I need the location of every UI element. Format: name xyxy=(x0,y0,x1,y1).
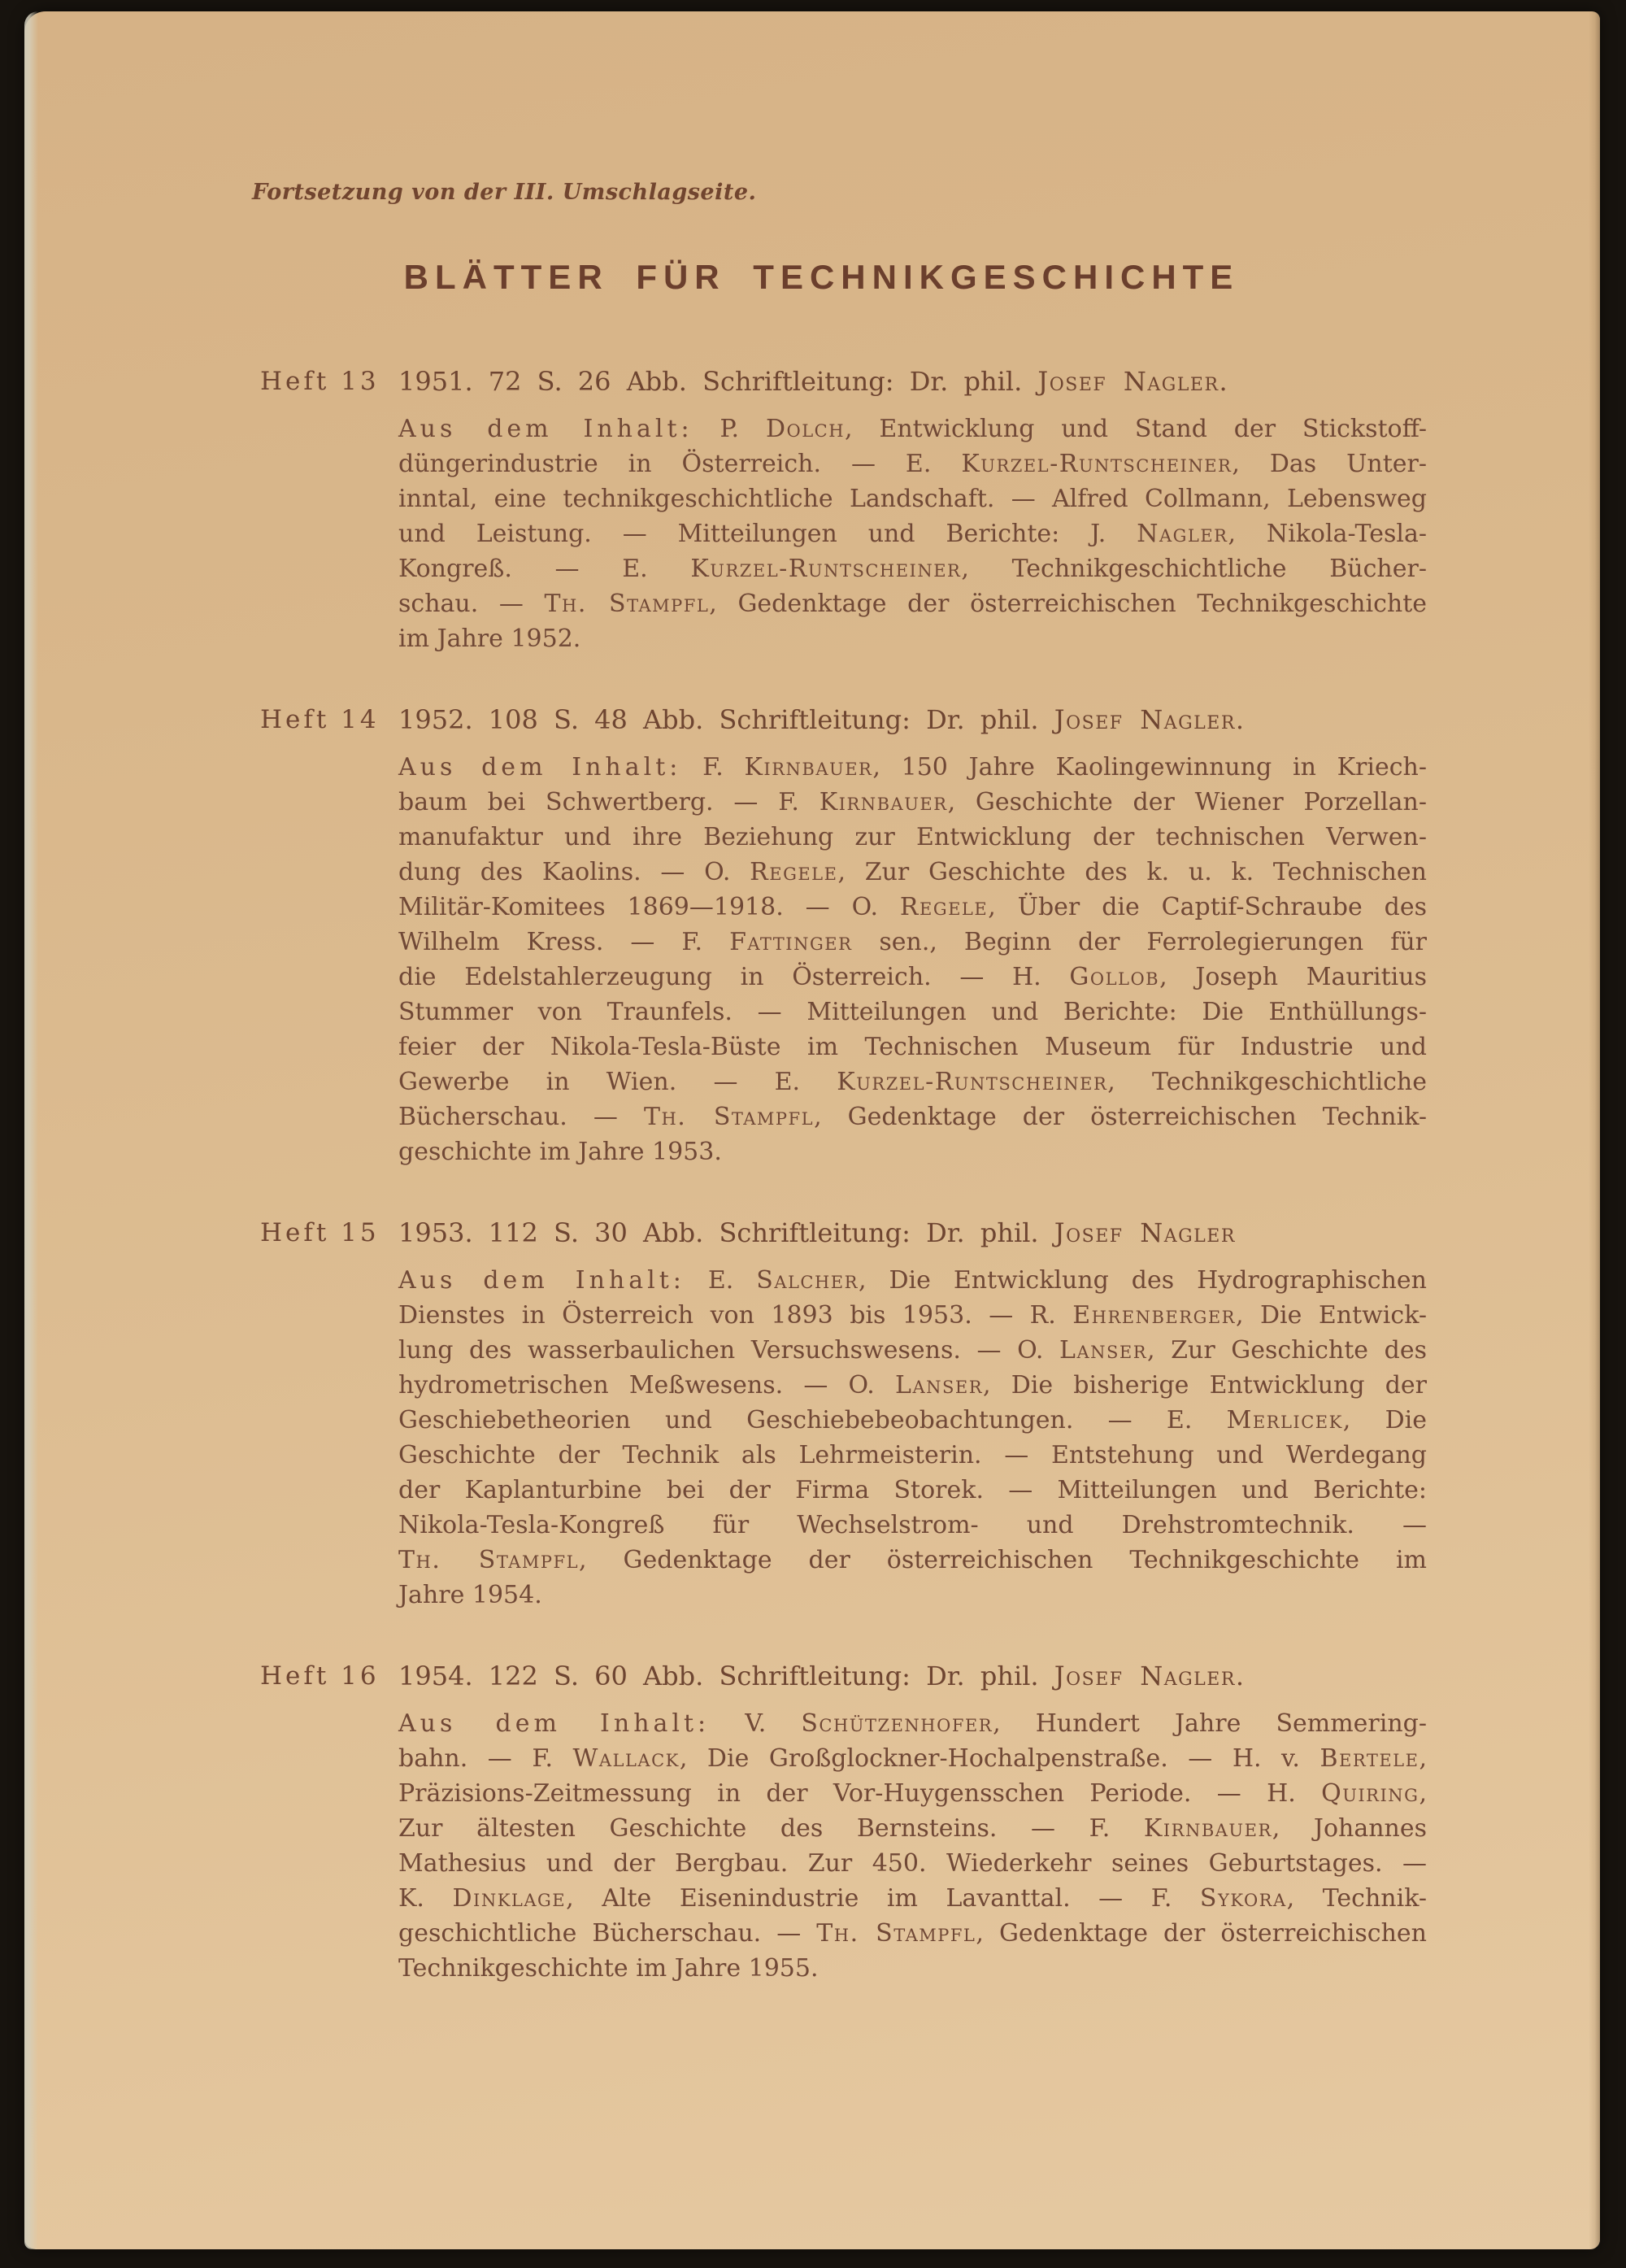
text-segment: , Zur Geschichte des xyxy=(1147,1336,1427,1365)
body-line xyxy=(398,1951,1427,1986)
text-segment: Schützenhofer xyxy=(801,1709,993,1738)
body-line xyxy=(398,1099,1427,1134)
text-segment: bahn. — F. xyxy=(398,1744,573,1773)
body-line xyxy=(398,1916,1427,1951)
text-segment: lung des wasserbaulichen Versuchswesens. — O. xyxy=(398,1336,1060,1365)
heft-column xyxy=(398,1658,1427,1986)
text-segment: 1951. 72 S. 26 Abb. Schriftleitung: Dr. phil. xyxy=(398,366,1038,397)
text-segment: , Hundert Jahre Semmering- xyxy=(993,1709,1428,1738)
text-segment: . xyxy=(1219,366,1228,397)
body-line xyxy=(398,1881,1427,1916)
text-segment: sen., Beginn der Ferrolegierungen für xyxy=(852,928,1427,956)
heft-heading xyxy=(398,1658,1427,1694)
body-line xyxy=(398,551,1427,586)
text-segment: Kirnbauer xyxy=(819,788,948,816)
heft-entry xyxy=(252,702,1427,1169)
body-line xyxy=(398,481,1427,516)
text-segment: Aus dem Inhalt: xyxy=(398,1266,685,1295)
heft-label: Heft 15 xyxy=(260,1218,380,1247)
text-segment: , Alte Eisenindustrie im Lavanttal. — F. xyxy=(566,1884,1200,1913)
heft-heading xyxy=(398,702,1427,738)
heft-body xyxy=(398,1263,1427,1613)
text-segment: Josef Nagler xyxy=(1054,704,1236,735)
text-segment: Wilhelm Kress. — F. xyxy=(398,928,730,956)
text-segment: Th. Stampfl xyxy=(398,1546,580,1574)
text-segment: , Gedenktage der österreichischen Technik- xyxy=(814,1103,1427,1131)
text-segment: Dienstes in Österreich von 1893 bis 1953. — R. xyxy=(398,1301,1073,1330)
body-line xyxy=(398,1298,1427,1333)
text-segment: , Die bisherige Entwicklung der xyxy=(983,1371,1428,1400)
body-line xyxy=(398,1263,1427,1298)
body-line xyxy=(398,1706,1427,1741)
text-segment: 1953. 112 S. 30 Abb. Schriftleitung: Dr. phil. xyxy=(398,1217,1054,1248)
body-line xyxy=(398,855,1427,890)
text-segment: , Gedenktage der österreichischen Technikgeschichte im xyxy=(579,1546,1427,1574)
body-line xyxy=(398,621,1427,656)
text-segment: E. xyxy=(685,1266,757,1295)
text-segment: Bücherschau. — xyxy=(398,1103,644,1131)
text-segment: , 150 Jahre Kaolingewinnung in Kriech- xyxy=(872,753,1427,781)
text-segment: Zur ältesten Geschichte des Bernsteins. — F. xyxy=(398,1814,1144,1843)
heft-body xyxy=(398,1706,1427,1986)
text-segment: hydrometrischen Meßwesens. — O. xyxy=(398,1371,896,1400)
scanned-page xyxy=(24,11,1600,2249)
text-segment: Kurzel-Runtscheiner xyxy=(837,1068,1108,1096)
text-segment: , Joseph Mauritius xyxy=(1159,963,1427,991)
heft-entry xyxy=(252,1215,1427,1613)
text-segment: , Gedenktage der österreichischen xyxy=(976,1919,1427,1948)
text-segment: Ehrenberger xyxy=(1072,1301,1236,1330)
text-segment: manufaktur und ihre Beziehung zur Entwicklung der technischen Verwen- xyxy=(398,823,1427,851)
text-segment: Merlicek xyxy=(1226,1406,1343,1434)
text-segment: K. xyxy=(398,1884,453,1913)
text-segment: dung des Kaolins. — O. xyxy=(398,858,750,886)
text-segment: Bertele xyxy=(1319,1744,1419,1773)
text-segment: P. xyxy=(693,415,766,443)
text-segment: der Kaplanturbine bei der Firma Storek. — Mitteilungen und Berichte: xyxy=(398,1476,1427,1504)
body-line xyxy=(398,1543,1427,1578)
body-line xyxy=(398,586,1427,621)
text-segment: Kirnbauer xyxy=(1143,1814,1272,1843)
text-segment: , Technikgeschichtliche xyxy=(1107,1068,1427,1096)
body-line xyxy=(398,960,1427,995)
text-segment: Lanser xyxy=(1059,1336,1148,1365)
text-segment: V. xyxy=(710,1709,802,1738)
text-segment: , Geschichte der Wiener Porzellan- xyxy=(947,788,1427,816)
heft-body xyxy=(398,411,1427,656)
heft-entry xyxy=(252,363,1427,656)
heft-label: Heft 13 xyxy=(260,367,380,396)
text-segment: , Gedenktage der österreichischen Technikgeschichte xyxy=(709,590,1428,618)
text-segment: , Über die Captif-Schraube des xyxy=(988,893,1427,921)
body-line xyxy=(398,1811,1427,1846)
heft-label: Heft 14 xyxy=(260,705,380,734)
text-segment: Geschichte der Technik als Lehrmeisterin. — Entstehung und Werdegang xyxy=(398,1441,1427,1469)
text-segment: Wallack xyxy=(572,1744,680,1773)
text-segment: Aus dem Inhalt: xyxy=(398,415,693,443)
heft-column xyxy=(398,1215,1427,1613)
text-segment: . xyxy=(1235,704,1245,735)
text-segment: 1952. 108 S. 48 Abb. Schriftleitung: Dr. phil. xyxy=(398,704,1054,735)
text-segment: im Jahre 1952. xyxy=(398,625,581,653)
text-segment: Dinklage xyxy=(452,1884,567,1913)
text-segment: Kurzel-Runtscheiner xyxy=(961,450,1233,478)
text-segment: Th. Stampfl xyxy=(643,1103,815,1131)
text-segment: Mathesius und der Bergbau. Zur 450. Wiederkehr seines Geburtstages. — xyxy=(398,1849,1427,1878)
body-line xyxy=(398,1846,1427,1881)
heft-label: Heft 16 xyxy=(260,1661,380,1691)
page-title: BLÄTTER FÜR TECHNIKGESCHICHTE xyxy=(403,258,1240,296)
body-line xyxy=(398,411,1427,446)
heft-entry xyxy=(252,1658,1427,1986)
text-segment: Aus dem Inhalt: xyxy=(398,1709,711,1738)
text-segment: Josef Nagler xyxy=(1054,1217,1236,1248)
text-segment: , Technikgeschichtliche Bücher- xyxy=(961,555,1427,583)
body-line xyxy=(398,820,1427,855)
text-segment: Militär-Komitees 1869—1918. — O. xyxy=(398,893,900,921)
body-line xyxy=(398,750,1427,785)
body-line xyxy=(398,785,1427,820)
text-segment: F. xyxy=(681,753,745,781)
body-line xyxy=(398,1776,1427,1811)
body-line xyxy=(398,1473,1427,1508)
text-segment: , Die Entwicklung des Hydrographischen xyxy=(858,1266,1427,1295)
text-segment: , Technik- xyxy=(1286,1884,1427,1913)
body-line xyxy=(398,995,1427,1030)
body-line xyxy=(398,1333,1427,1368)
text-segment: Kirnbauer xyxy=(744,753,873,781)
text-segment: , Nikola-Tesla- xyxy=(1228,520,1427,548)
text-segment: Geschiebetheorien und Geschiebebeobachtungen. — E. xyxy=(398,1406,1227,1434)
body-line xyxy=(398,1064,1427,1099)
text-segment: , Die Entwick- xyxy=(1235,1301,1427,1330)
text-segment: 1954. 122 S. 60 Abb. Schriftleitung: Dr. phil. xyxy=(398,1661,1054,1691)
text-segment: Dolch xyxy=(765,415,846,443)
text-segment: inntal, eine technikgeschichtliche Landschaft. — Alfred Collmann, Lebensweg xyxy=(398,485,1427,513)
text-segment: , Johannes xyxy=(1272,1814,1427,1843)
text-segment: Stummer von Traunfels. — Mitteilungen und Berichte: Die Enthüllungs- xyxy=(398,998,1427,1026)
text-segment: Regele xyxy=(899,893,989,921)
text-segment: geschichtliche Bücherschau. — xyxy=(398,1919,817,1948)
heft-heading xyxy=(398,363,1427,399)
text-segment: , xyxy=(1419,1779,1427,1808)
body-line xyxy=(398,1368,1427,1403)
text-segment: Präzisions-Zeitmessung in der Vor-Huygensschen Periode. — H. xyxy=(398,1779,1322,1808)
text-segment: , Zur Geschichte des k. u. k. Technischen xyxy=(837,858,1427,886)
body-line xyxy=(398,516,1427,551)
text-segment: Th. Stampfl xyxy=(816,1919,976,1948)
text-segment: Gewerbe in Wien. — E. xyxy=(398,1068,837,1096)
text-segment: , Das Unter- xyxy=(1232,450,1428,478)
heft-column xyxy=(398,702,1427,1169)
text-segment: und Leistung. — Mitteilungen und Berichte: J. xyxy=(398,520,1137,548)
text-segment: baum bei Schwertberg. — F. xyxy=(398,788,820,816)
heft-heading xyxy=(398,1215,1427,1251)
body-line xyxy=(398,1403,1427,1438)
body-line xyxy=(398,890,1427,925)
text-segment: Fattinger xyxy=(729,928,853,956)
body-line xyxy=(398,1030,1427,1064)
body-line xyxy=(398,1134,1427,1169)
text-segment: Salcher xyxy=(756,1266,859,1295)
text-segment: Gollob xyxy=(1069,963,1160,991)
text-segment: Josef Nagler xyxy=(1037,366,1220,397)
text-segment: , Die Großglockner-Hochalpenstraße. — H. v. xyxy=(679,1744,1320,1773)
text-segment: geschichte im Jahre 1953. xyxy=(398,1138,722,1166)
text-segment: , Die xyxy=(1342,1406,1427,1434)
body-line xyxy=(398,1578,1427,1613)
body-line xyxy=(398,1438,1427,1473)
text-segment: feier der Nikola-Tesla-Büste im Technischen Museum für Industrie und xyxy=(398,1033,1427,1061)
text-segment: düngerindustrie in Österreich. — E. xyxy=(398,450,962,478)
text-segment: Aus dem Inhalt: xyxy=(398,753,682,781)
text-segment: Th. Stampfl xyxy=(544,590,710,618)
body-line xyxy=(398,446,1427,481)
text-segment: Kurzel-Runtscheiner xyxy=(690,555,962,583)
text-segment: Quiring xyxy=(1321,1779,1419,1808)
text-segment: die Edelstahlerzeugung in Österreich. — H. xyxy=(398,963,1070,991)
text-segment: Technikgeschichte im Jahre 1955. xyxy=(398,1954,819,1983)
heft-column xyxy=(398,363,1427,656)
heft-body xyxy=(398,750,1427,1169)
body-line xyxy=(398,925,1427,960)
text-segment: , Entwicklung und Stand der Stickstoff- xyxy=(845,415,1427,443)
text-segment: Kongreß. — E. xyxy=(398,555,691,583)
text-segment: Regele xyxy=(750,858,838,886)
continuation-note: Fortsetzung von der III. Umschlagseite. xyxy=(252,180,757,205)
text-segment: Nagler xyxy=(1137,520,1228,548)
body-line xyxy=(398,1741,1427,1776)
text-segment: Lanser xyxy=(895,1371,984,1400)
text-segment: Sykora xyxy=(1199,1884,1287,1913)
text-segment: , xyxy=(1419,1744,1427,1773)
text-segment: schau. — xyxy=(398,590,545,618)
text-segment: Nikola-Tesla-Kongreß für Wechselstrom- und Drehstromtechnik. — xyxy=(398,1511,1427,1539)
text-segment: Josef Nagler xyxy=(1054,1661,1236,1691)
entries xyxy=(252,363,1427,1986)
text-segment: . xyxy=(1235,1661,1245,1691)
text-segment: Jahre 1954. xyxy=(398,1581,542,1609)
body-line xyxy=(398,1508,1427,1543)
